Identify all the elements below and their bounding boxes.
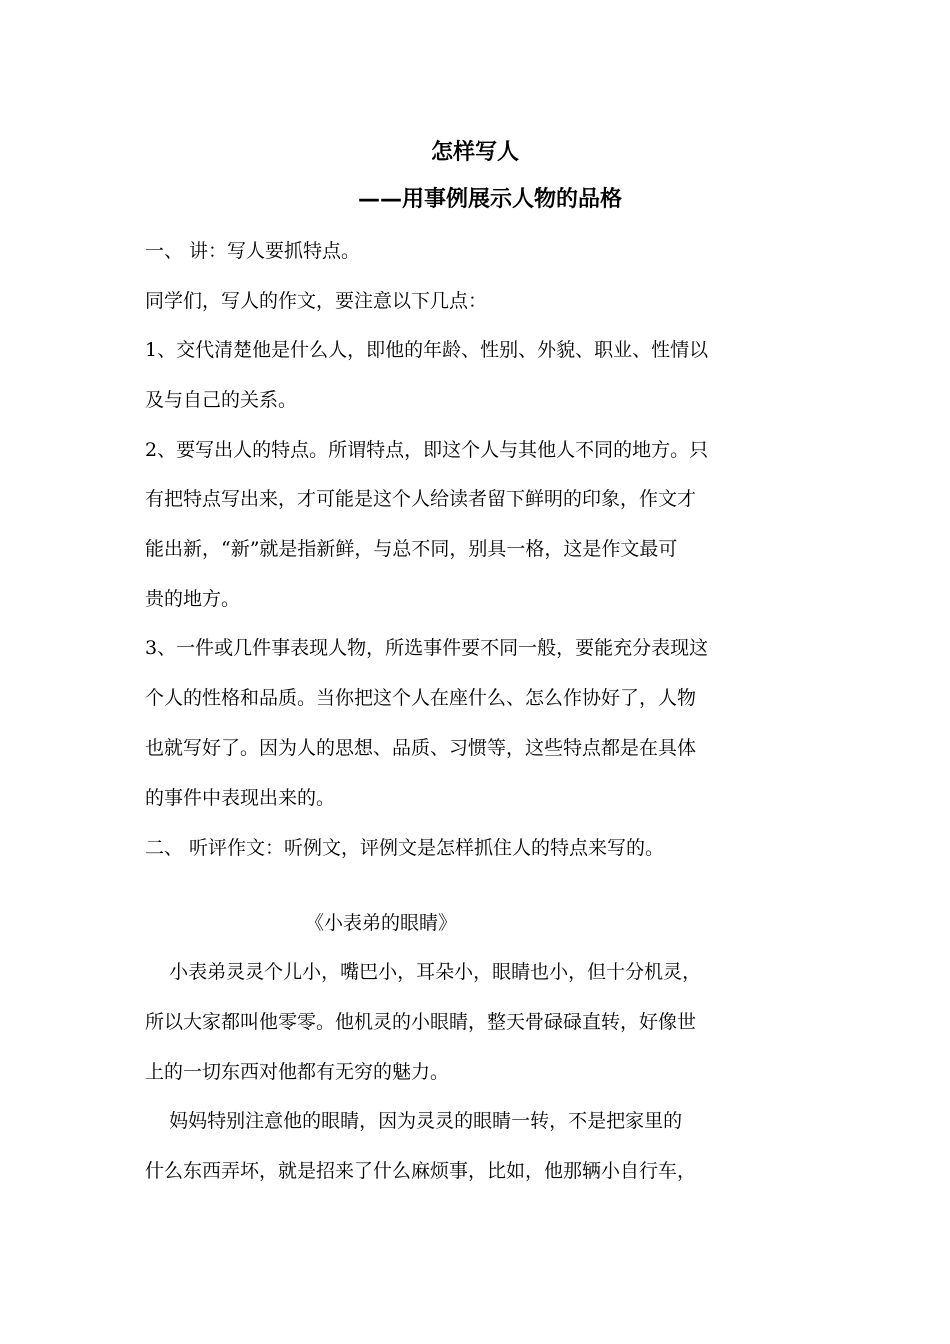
essay-title: 《小表弟的眼睛》 <box>305 912 458 934</box>
essay-line: 小表弟灵灵个儿小，嘴巴小，耳朵小，眼睛也小，但十分机灵， <box>145 961 702 983</box>
document-subtitle: ——用事例展示人物的品格 <box>358 187 623 212</box>
section-heading-1: 一、 讲：写人要抓特点。 <box>145 240 361 262</box>
essay-line: 上的一切东西对他都有无穷的魅力。 <box>145 1061 450 1083</box>
body-line: 能出新，“新”就是指新鲜，与总不同，别具一格，这是作文最可 <box>145 538 678 560</box>
body-line: 2、要写出人的特点。所谓特点，即这个人与其他人不同的地方。只 <box>145 439 709 461</box>
essay-line: 妈妈特别注意他的眼睛，因为灵灵的眼睛一转，不是把家里的 <box>145 1110 683 1132</box>
body-line: 同学们，写人的作文，要注意以下几点： <box>145 290 488 312</box>
section-heading-2: 二、 听评作文：听例文，评例文是怎样抓住人的特点来写的。 <box>145 837 665 859</box>
document-title: 怎样写人 <box>430 140 519 165</box>
essay-line: 所以大家都叫他零零。他机灵的小眼睛，整天骨碌碌直转，好像世 <box>145 1011 697 1033</box>
body-line: 贵的地方。 <box>145 588 241 610</box>
body-line: 有把特点写出来，才可能是这个人给读者留下鲜明的印象，作文才 <box>145 488 697 510</box>
body-line: 及与自己的关系。 <box>145 389 298 411</box>
body-line: 的事件中表现出来的。 <box>145 787 336 809</box>
body-line: 3、一件或几件事表现人物，所选事件要不同一般，要能充分表现这 <box>145 637 709 659</box>
essay-line: 什么东西弄坏，就是招来了什么麻烦事，比如，他那辆小自行车， <box>145 1160 697 1182</box>
body-line: 1、交代清楚他是什么人，即他的年龄、性别、外貌、职业、性情以 <box>145 339 709 361</box>
body-line: 个人的性格和品质。当你把这个人在座什么、怎么作协好了，人物 <box>145 687 697 709</box>
body-line: 也就写好了。因为人的思想、品质、习惯等，这些特点都是在具体 <box>145 737 697 759</box>
